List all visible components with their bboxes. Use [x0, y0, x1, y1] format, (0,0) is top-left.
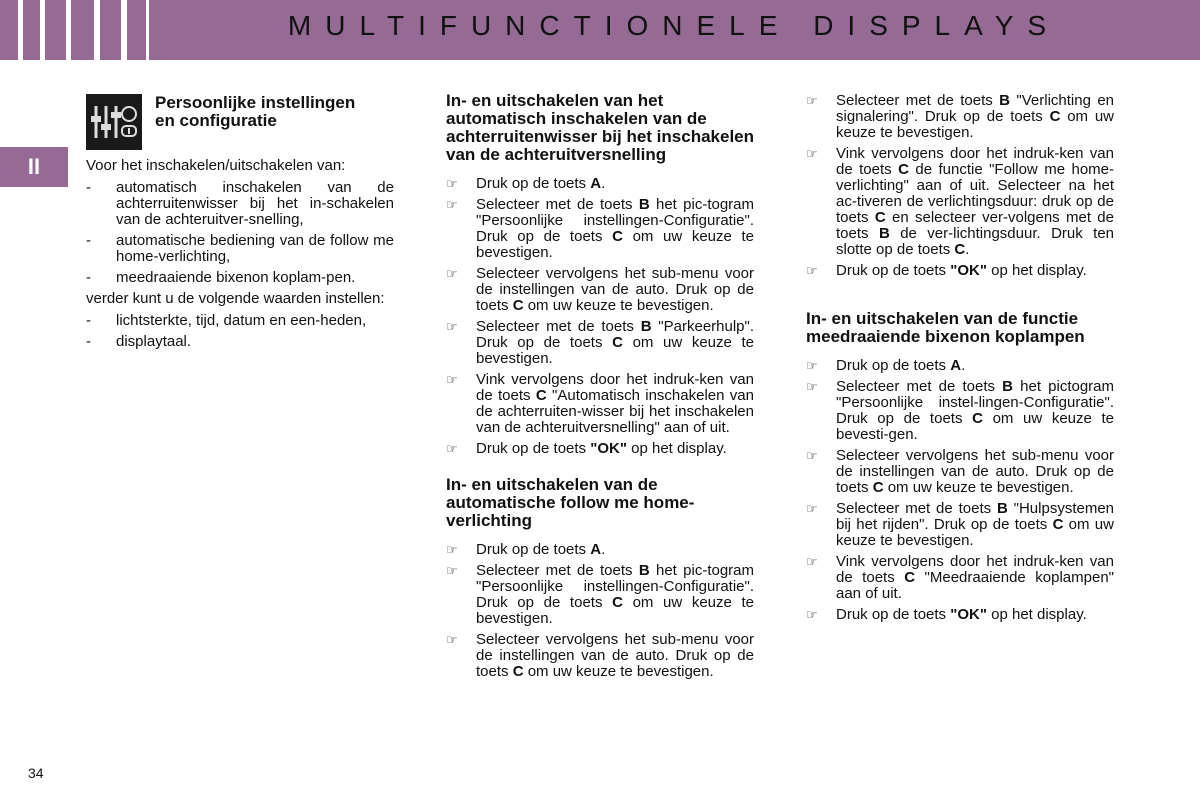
header-stripe	[18, 0, 23, 60]
pointing-hand-icon: ☞	[806, 554, 818, 569]
list-item: - meedraaiende bixenon koplam-pen.	[86, 270, 394, 286]
list-item: ☞ Druk op de toets "OK" op het display.	[806, 606, 1087, 623]
pointing-hand-icon: ☞	[446, 319, 458, 334]
header-stripe	[66, 0, 71, 60]
list-item: ☞ Vink vervolgens door het indruk-ken van de toets C de functie "Follow me home-verlichting" aan of uit. Selecteer na het ac-tiveren de verlichtingsduur: druk op de toets C en selecteer ver-volgens met de toets B de ver-lichtingsduur. Druk ten slotte op de toets C.	[806, 145, 1115, 258]
list-item: ☞ Druk op de toets A.	[806, 357, 966, 374]
pointing-hand-icon: ☞	[446, 563, 458, 578]
list-item: ☞ Selecteer met de toets B het pic-togram "Persoonlijke instellingen-Configuratie". Druk op de toets C om uw keuze te bevestigen.	[446, 562, 755, 627]
pointing-hand-icon: ☞	[806, 448, 818, 463]
list-item: ☞ Selecteer met de toets B het pic-togram "Persoonlijke instellingen-Configuratie". Druk op de toets C om uw keuze te bevestigen.	[446, 196, 755, 261]
list-item: ☞ Selecteer met de toets B "Hulpsystemen bij het rijden". Druk op de toets C om uw keuze te bevestigen.	[806, 500, 1115, 549]
list-item: ☞ Selecteer met de toets B "Parkeerhulp". Druk op de toets C om uw keuze te bevestigen.	[446, 318, 755, 367]
pointing-hand-icon: ☞	[806, 146, 818, 161]
list-item: ☞ Vink vervolgens door het indruk-ken van de toets C "Automatisch inschakelen van de achterruiten-wisser bij het inschakelen van de achteruitversnelling" aan of uit.	[446, 371, 754, 436]
page-number: 34	[28, 765, 44, 781]
pointing-hand-icon: ☞	[806, 263, 818, 278]
list-item: ☞ Druk op de toets A.	[446, 541, 606, 558]
pointing-hand-icon: ☞	[446, 372, 458, 387]
list-item: ☞ Druk op de toets A.	[446, 175, 606, 192]
list-item: ☞ Selecteer vervolgens het sub-menu voor de instellingen van de auto. Druk op de toets C om uw keuze te bevestigen.	[446, 631, 754, 680]
section-heading: Persoonlijke instellingen en configuratie	[155, 93, 356, 130]
pointing-hand-icon: ☞	[446, 542, 458, 557]
list-item: ☞ Selecteer met de toets B "Verlichting en signalering". Druk op de toets C om uw keuze te bevestigen.	[806, 92, 1114, 141]
list-item: ☞ Vink vervolgens door het indruk-ken van de toets C "Meedraaiende koplampen" aan of uit.	[806, 553, 1114, 602]
header-stripe	[121, 0, 127, 60]
section-heading: In- en uitschakelen van de functie meedraaiende bixenon koplampen	[806, 309, 1085, 346]
paragraph: Voor het inschakelen/uitschakelen van:	[86, 157, 346, 174]
header-stripe	[40, 0, 45, 60]
list-item: - displaytaal.	[86, 334, 394, 350]
pointing-hand-icon: ☞	[446, 266, 458, 281]
column-3	[806, 93, 1114, 628]
page-header	[0, 0, 1200, 60]
list-item: - automatisch inschakelen van de achterruitenwisser bij het in-schakelen van de achteruitver-snelling,	[86, 180, 394, 228]
pointing-hand-icon: ☞	[806, 358, 818, 373]
section-heading: In- en uitschakelen van de automatische follow me home-verlichting	[446, 475, 695, 530]
list-item: ☞ Selecteer vervolgens het sub-menu voor de instellingen van de auto. Druk op de toets C om uw keuze te bevestigen.	[446, 265, 754, 314]
pointing-hand-icon: ☞	[806, 379, 818, 394]
column-1	[86, 92, 394, 355]
page-title: MULTIFUNCTIONELE DISPLAYS	[287, 10, 1061, 41]
pointing-hand-icon: ☞	[806, 501, 818, 516]
chapter-tab: II	[0, 147, 68, 187]
pointing-hand-icon: ☞	[806, 93, 818, 108]
paragraph: verder kunt u de volgende waarden instellen:	[86, 290, 385, 307]
pointing-hand-icon: ☞	[446, 632, 458, 647]
list-item: ☞ Selecteer vervolgens het sub-menu voor de instellingen van de auto. Druk op de toets C om uw keuze te bevestigen.	[806, 447, 1114, 496]
list-item: ☞ Druk op de toets "OK" op het display.	[446, 440, 727, 457]
list-item: ☞ Druk op de toets "OK" op het display.	[806, 262, 1087, 279]
list-item: - automatische bediening van de follow me home-verlichting,	[86, 233, 394, 265]
pointing-hand-icon: ☞	[446, 176, 458, 191]
column-2	[446, 92, 754, 685]
list-item: - lichtsterkte, tijd, datum en een-heden,	[86, 313, 394, 329]
pointing-hand-icon: ☞	[806, 607, 818, 622]
pointing-hand-icon: ☞	[446, 441, 458, 456]
pointing-hand-icon: ☞	[446, 197, 458, 212]
section-heading: In- en uitschakelen van het automatisch inschakelen van de achterruitenwisser bij het inschakelen van de achteruitversnelling	[446, 91, 755, 164]
header-stripe	[94, 0, 100, 60]
list-item: ☞ Selecteer met de toets B het pictogram "Persoonlijke instel-lingen-Configuratie". Druk op de toets C om uw keuze te bevesti-gen.	[806, 378, 1115, 443]
